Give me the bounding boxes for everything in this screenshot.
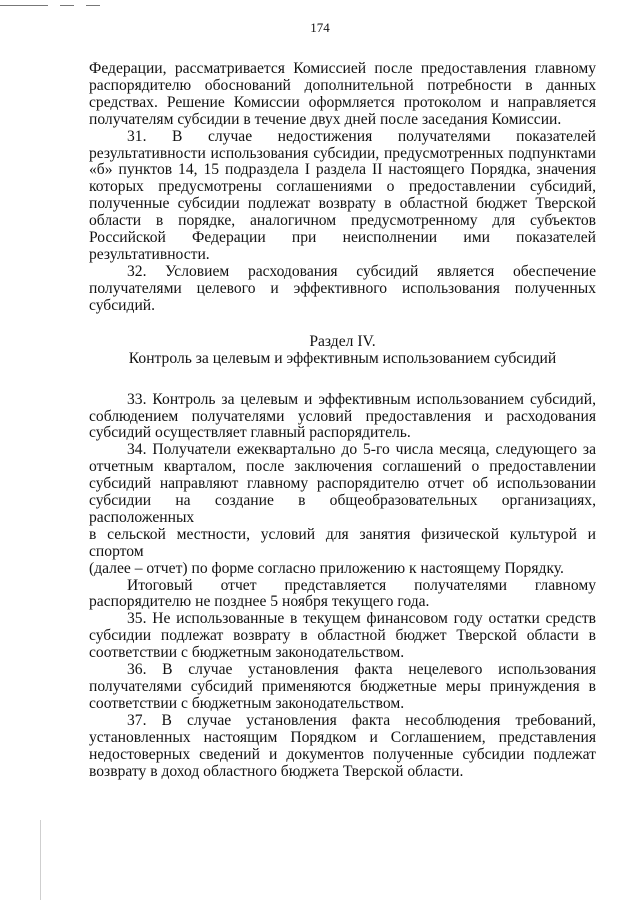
text-line: результативности использования субсидии, предусмотренных подпунктами bbox=[89, 144, 596, 162]
text-line: 34. Получатели ежеквартально до 5-го числа месяца, следующего за bbox=[127, 441, 596, 459]
text-line: 31. В случае недостижения получателями показателей bbox=[127, 127, 596, 145]
scan-edge-mark bbox=[86, 5, 100, 6]
text-line: субсидий направляют главному распорядителю отчет об использовании bbox=[89, 475, 596, 493]
text-line: субсидий. bbox=[89, 296, 156, 314]
text-line: установленных настоящим Порядком и Соглашением, представления bbox=[89, 728, 596, 746]
text-line: Итоговый отчет представляется получателями главному bbox=[127, 576, 596, 594]
text-line: возврату в доход областного бюджета Тверской области. bbox=[89, 762, 464, 780]
text-line: отчетным кварталом, после заключения соглашений о предоставлении bbox=[89, 458, 596, 476]
text-line: распорядителю обоснований дополнительной потребности в данных bbox=[89, 76, 596, 94]
text-line: 35. Не использованные в текущем финансовом году остатки средств bbox=[127, 610, 596, 628]
text-line: недостоверных сведений и документов полученные субсидии подлежат bbox=[89, 745, 596, 763]
text-line: получателями целевого и эффективного использования полученных bbox=[89, 279, 596, 297]
text-line: 36. В случае установления факта нецелевого использования bbox=[127, 661, 596, 679]
text-line: получателям субсидии в течение двух дней после заседания Комиссии. bbox=[89, 110, 562, 128]
text-line: соответствии с бюджетным законодательством. bbox=[89, 694, 405, 712]
text-line: 33. Контроль за целевым и эффективным использованием субсидий, bbox=[127, 390, 596, 408]
text-line: субсидии на создание в общеобразовательных организациях, расположенных bbox=[89, 492, 596, 526]
paragraphs-after-section bbox=[89, 392, 596, 781]
section-heading bbox=[89, 333, 596, 368]
text-line: полученные субсидии подлежат возврату в областной бюджет Тверской bbox=[89, 195, 596, 213]
page-number: 174 bbox=[310, 20, 330, 35]
text-line: распорядителю не позднее 5 ноября текущего года. bbox=[89, 593, 430, 611]
text-line: получателями субсидий применяются бюджетные меры принуждения в bbox=[89, 678, 596, 695]
text-line: «б» пунктов 14, 15 подраздела I раздела II настоящего Порядка, значения bbox=[89, 161, 596, 179]
section-title: Контроль за целевым и эффективным использованием субсидий bbox=[128, 350, 557, 368]
scan-edge-mark bbox=[0, 5, 48, 6]
paragraphs-before-section bbox=[89, 61, 596, 315]
text-line: соответствии с бюджетным законодательством. bbox=[89, 644, 405, 662]
text-line: в сельской местности, условий для занятия физической культурой и спортом bbox=[89, 525, 596, 560]
scan-edge-mark bbox=[60, 5, 74, 6]
text-line: результативности. bbox=[89, 245, 210, 263]
text-line: соблюдением получателями условий предоставления и расходования bbox=[89, 407, 596, 425]
text-line: 32. Условием расходования субсидий является обеспечение bbox=[127, 262, 596, 280]
text-line: 37. В случае установления факта несоблюдения требований, bbox=[127, 711, 596, 729]
text-line: (далее – отчет) по форме согласно приложению к настоящему Порядку. bbox=[89, 559, 564, 577]
text-line: Российской Федерации при неисполнении ими показателей bbox=[89, 229, 596, 247]
text-line: субсидии подлежат возврату в областной бюджет Тверской области в bbox=[89, 627, 596, 645]
document-body bbox=[89, 61, 596, 780]
text-line: которых предусмотрены соглашениями о предоставлении субсидий, bbox=[89, 178, 596, 196]
text-line: области в порядке, аналогичном предусмотренному для субъектов bbox=[89, 212, 596, 230]
text-line: средствах. Решение Комиссии оформляется протоколом и направляется bbox=[89, 93, 596, 111]
text-line: субсидий осуществляет главный распорядитель. bbox=[89, 424, 411, 442]
text-line: Федерации, рассматривается Комиссией после предоставления главному bbox=[89, 60, 596, 77]
section-number: Раздел IV. bbox=[309, 332, 376, 350]
scan-edge-line bbox=[40, 820, 41, 900]
